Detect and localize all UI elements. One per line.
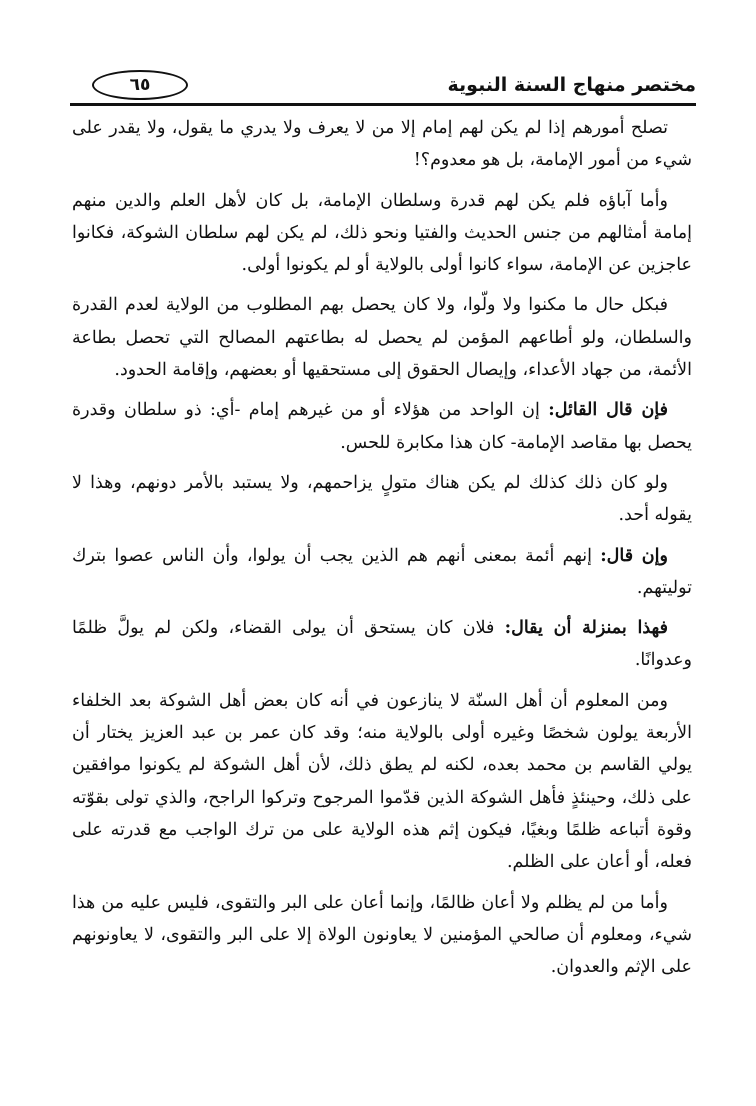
paragraph-text: ومن المعلوم أن أهل السنّة لا ينازعون في أنه كان بعض أهل الشوكة بعد الخلفاء الأربعة يولون شخصًا وغيره أولى بالولاية منه؛ وقد كان عمر بن عبد العزيز يختار أن يولي القاسم بن محمد بعده، لكنه لم يطق ذلك، لأن أهل الشوكة لم يكونوا موافقين على ذلك، وحينئذٍ فأهل الشوكة الذين قدّموا المرجوح وتركوا الراجح، والذي تولى بقوّته وقوة أتباعه ظلمًا وبغيًا، فيكون إثم هذه الولاية على من ترك الواجب مع قدرته على فعله، أو أعان على الظلم. [72, 690, 692, 873]
paragraph-text: وأما آباؤه فلم يكن لهم قدرة وسلطان الإمامة، بل كان لأهل العلم والدين منهم إمامة أمثالهم من جنس الحديث والفتيا ونحو ذلك، لم يكن لهم سلطان الشوكة، فكانوا عاجزين عن الإمامة، سواء كانوا أولى بالولاية أو لم يكونوا أولى. [72, 190, 692, 276]
paragraph-text: ولو كان ذلك كذلك لم يكن هناك متولٍ يزاحمهم، ولا يستبد بالأمر دونهم، وهذا لا يقوله أحد. [72, 472, 692, 526]
paragraph [72, 540, 692, 605]
header-divider [70, 103, 696, 106]
paragraph-text: إنهم أئمة بمعنى أنهم هم الذين يجب أن يولوا، وأن الناس عصوا بترك توليتهم. [72, 545, 692, 598]
paragraph-text: إن الواحد من هؤلاء أو من غيرهم إمام -أي: ذو سلطان وقدرة يحصل بها مقاصد الإمامة- كان هذا مكابرة للحس. [72, 400, 692, 453]
page-body [72, 112, 692, 991]
paragraph [72, 612, 692, 677]
paragraph-lead: فهذا بمنزلة أن يقال: [504, 618, 668, 639]
paragraph [72, 467, 692, 532]
paragraph-text: تصلح أمورهم إذا لم يكن لهم إمام إلا من لا يعرف ولا يدري ما يقول، ولا يقدر على شيء من أمور الإمامة، بل هو معدوم؟! [72, 118, 692, 171]
paragraph [72, 185, 692, 282]
page-header [70, 70, 696, 102]
paragraph-lead: فإن قال القائل: [548, 400, 668, 421]
book-title: مختصر منهاج السنة النبوية [447, 74, 696, 96]
paragraph [72, 685, 692, 879]
page-number-badge: ٦٥ [92, 70, 188, 100]
paragraph [72, 289, 692, 386]
paragraph-text: فبكل حال ما مكنوا ولا ولّوا، ولا كان يحصل بهم المطلوب من الولاية لعدم القدرة والسلطان، ولو أطاعهم المؤمن لم يحصل له بطاعتهم المصالح التي تحصل بطاعة الأئمة، من جهاد الأعداء، وإيصال الحقوق إلى مستحقيها أو بعضهم، وإقامة الحدود. [72, 295, 692, 381]
paragraph-text: فلان كان يستحق أن يولى القضاء، ولكن لم يولَّ ظلمًا وعدوانًا. [72, 618, 692, 671]
paragraph-text: وأما من لم يظلم ولا أعان ظالمًا، وإنما أعان على البر والتقوى، فليس عليه من هذا شيء، ومعلوم أن صالحي المؤمنين لا يعاونون الولاة إلا على البر والتقوى، لا يعاونونهم على الإثم والعدوان. [72, 892, 692, 978]
paragraph [72, 394, 692, 459]
paragraph [72, 112, 692, 177]
paragraph-lead: وإن قال: [600, 545, 668, 566]
paragraph [72, 887, 692, 984]
